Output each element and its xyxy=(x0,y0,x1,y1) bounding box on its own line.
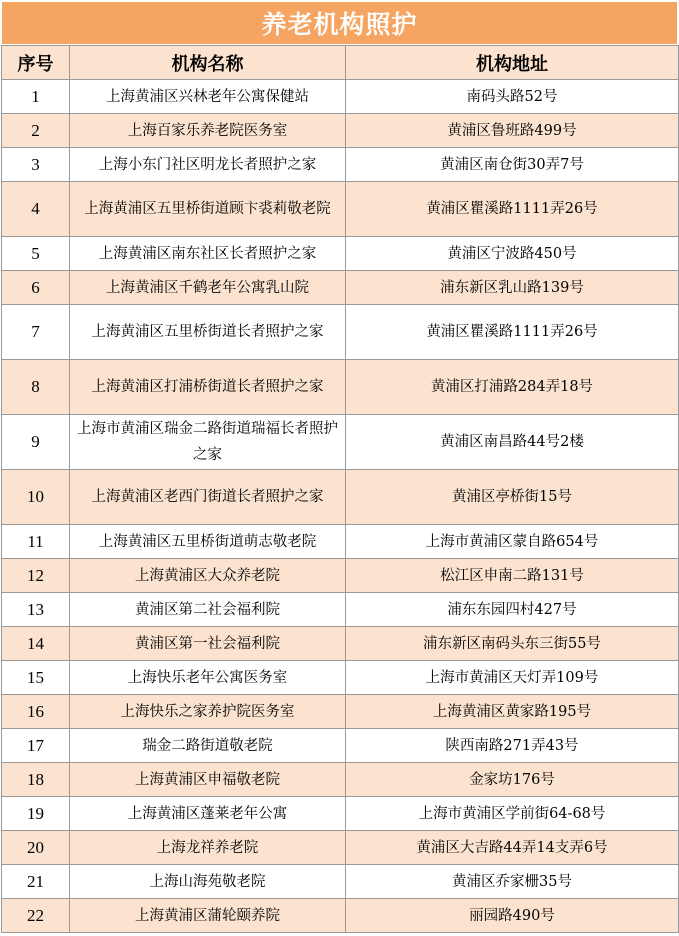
institution-name: 上海山海苑敬老院 xyxy=(70,865,346,899)
row-number: 7 xyxy=(2,305,70,360)
institution-address: 黄浦区南昌路44号2楼 xyxy=(346,415,679,470)
institution-name: 黄浦区第一社会福利院 xyxy=(70,627,346,661)
institution-address: 黄浦区鲁班路499号 xyxy=(346,114,679,148)
spreadsheet xyxy=(1,1,678,933)
row-number: 19 xyxy=(2,797,70,831)
row-number: 18 xyxy=(2,763,70,797)
page-title: 养老机构照护 xyxy=(1,1,678,45)
institution-name: 上海黄浦区五里桥街道长者照护之家 xyxy=(70,305,346,360)
row-number: 4 xyxy=(2,182,70,237)
institution-name: 上海市黄浦区瑞金二路街道瑞福长者照护之家 xyxy=(70,415,346,470)
row-number: 22 xyxy=(2,899,70,933)
column-header-no: 序号 xyxy=(2,46,70,80)
table-row xyxy=(2,415,679,470)
institution-address: 陕西南路271弄43号 xyxy=(346,729,679,763)
institution-name: 黄浦区第二社会福利院 xyxy=(70,593,346,627)
row-number: 10 xyxy=(2,470,70,525)
institution-address: 松江区申南二路131号 xyxy=(346,559,679,593)
institution-address: 黄浦区宁波路450号 xyxy=(346,237,679,271)
row-number: 20 xyxy=(2,831,70,865)
table-row xyxy=(2,237,679,271)
institution-table xyxy=(1,45,679,933)
institution-name: 上海黄浦区五里桥街道顾卞裘莉敬老院 xyxy=(70,182,346,237)
table-row xyxy=(2,797,679,831)
institution-address: 黄浦区打浦路284弄18号 xyxy=(346,360,679,415)
institution-name: 上海龙祥养老院 xyxy=(70,831,346,865)
institution-address: 南码头路52号 xyxy=(346,80,679,114)
row-number: 17 xyxy=(2,729,70,763)
institution-address: 黄浦区乔家栅35号 xyxy=(346,865,679,899)
table-row xyxy=(2,661,679,695)
row-number: 1 xyxy=(2,80,70,114)
institution-address: 上海市黄浦区蒙自路654号 xyxy=(346,525,679,559)
institution-address: 浦东新区南码头东三街55号 xyxy=(346,627,679,661)
table-row xyxy=(2,360,679,415)
table-row xyxy=(2,559,679,593)
institution-address: 黄浦区亭桥街15号 xyxy=(346,470,679,525)
institution-address: 金家坊176号 xyxy=(346,763,679,797)
table-row xyxy=(2,114,679,148)
institution-address: 黄浦区南仓街30弄7号 xyxy=(346,148,679,182)
institution-address: 黄浦区瞿溪路1111弄26号 xyxy=(346,182,679,237)
institution-name: 上海黄浦区大众养老院 xyxy=(70,559,346,593)
table-row xyxy=(2,831,679,865)
row-number: 11 xyxy=(2,525,70,559)
table-row xyxy=(2,729,679,763)
table-row xyxy=(2,271,679,305)
row-number: 6 xyxy=(2,271,70,305)
institution-name: 上海小东门社区明龙长者照护之家 xyxy=(70,148,346,182)
table-row xyxy=(2,593,679,627)
institution-name: 上海黄浦区打浦桥街道长者照护之家 xyxy=(70,360,346,415)
row-number: 15 xyxy=(2,661,70,695)
table-row xyxy=(2,182,679,237)
institution-name: 上海黄浦区兴林老年公寓保健站 xyxy=(70,80,346,114)
table-header-row xyxy=(2,46,679,80)
table-row xyxy=(2,695,679,729)
institution-address: 上海市黄浦区学前街64-68号 xyxy=(346,797,679,831)
row-number: 2 xyxy=(2,114,70,148)
column-header-name: 机构名称 xyxy=(70,46,346,80)
institution-address: 浦东新区乳山路139号 xyxy=(346,271,679,305)
column-header-address: 机构地址 xyxy=(346,46,679,80)
institution-name: 上海黄浦区南东社区长者照护之家 xyxy=(70,237,346,271)
row-number: 13 xyxy=(2,593,70,627)
institution-name: 上海黄浦区老西门街道长者照护之家 xyxy=(70,470,346,525)
row-number: 14 xyxy=(2,627,70,661)
row-number: 16 xyxy=(2,695,70,729)
institution-name: 上海快乐老年公寓医务室 xyxy=(70,661,346,695)
table-row xyxy=(2,148,679,182)
table-row xyxy=(2,865,679,899)
table-row xyxy=(2,80,679,114)
institution-name: 上海黄浦区申福敬老院 xyxy=(70,763,346,797)
table-row xyxy=(2,305,679,360)
row-number: 8 xyxy=(2,360,70,415)
row-number: 3 xyxy=(2,148,70,182)
row-number: 21 xyxy=(2,865,70,899)
row-number: 9 xyxy=(2,415,70,470)
row-number: 12 xyxy=(2,559,70,593)
institution-name: 上海快乐之家养护院医务室 xyxy=(70,695,346,729)
row-number: 5 xyxy=(2,237,70,271)
institution-name: 上海黄浦区五里桥街道萌志敬老院 xyxy=(70,525,346,559)
table-row xyxy=(2,627,679,661)
institution-name: 上海黄浦区蒲轮颐养院 xyxy=(70,899,346,933)
institution-address: 黄浦区大吉路44弄14支弄6号 xyxy=(346,831,679,865)
table-row xyxy=(2,899,679,933)
institution-address: 上海市黄浦区天灯弄109号 xyxy=(346,661,679,695)
institution-name: 上海黄浦区蓬莱老年公寓 xyxy=(70,797,346,831)
table-row xyxy=(2,763,679,797)
institution-address: 上海黄浦区黄家路195号 xyxy=(346,695,679,729)
table-row xyxy=(2,470,679,525)
institution-address: 黄浦区瞿溪路1111弄26号 xyxy=(346,305,679,360)
institution-address: 丽园路490号 xyxy=(346,899,679,933)
institution-address: 浦东东园四村427号 xyxy=(346,593,679,627)
institution-name: 上海百家乐养老院医务室 xyxy=(70,114,346,148)
table-row xyxy=(2,525,679,559)
institution-name: 上海黄浦区千鹤老年公寓乳山院 xyxy=(70,271,346,305)
institution-name: 瑞金二路街道敬老院 xyxy=(70,729,346,763)
